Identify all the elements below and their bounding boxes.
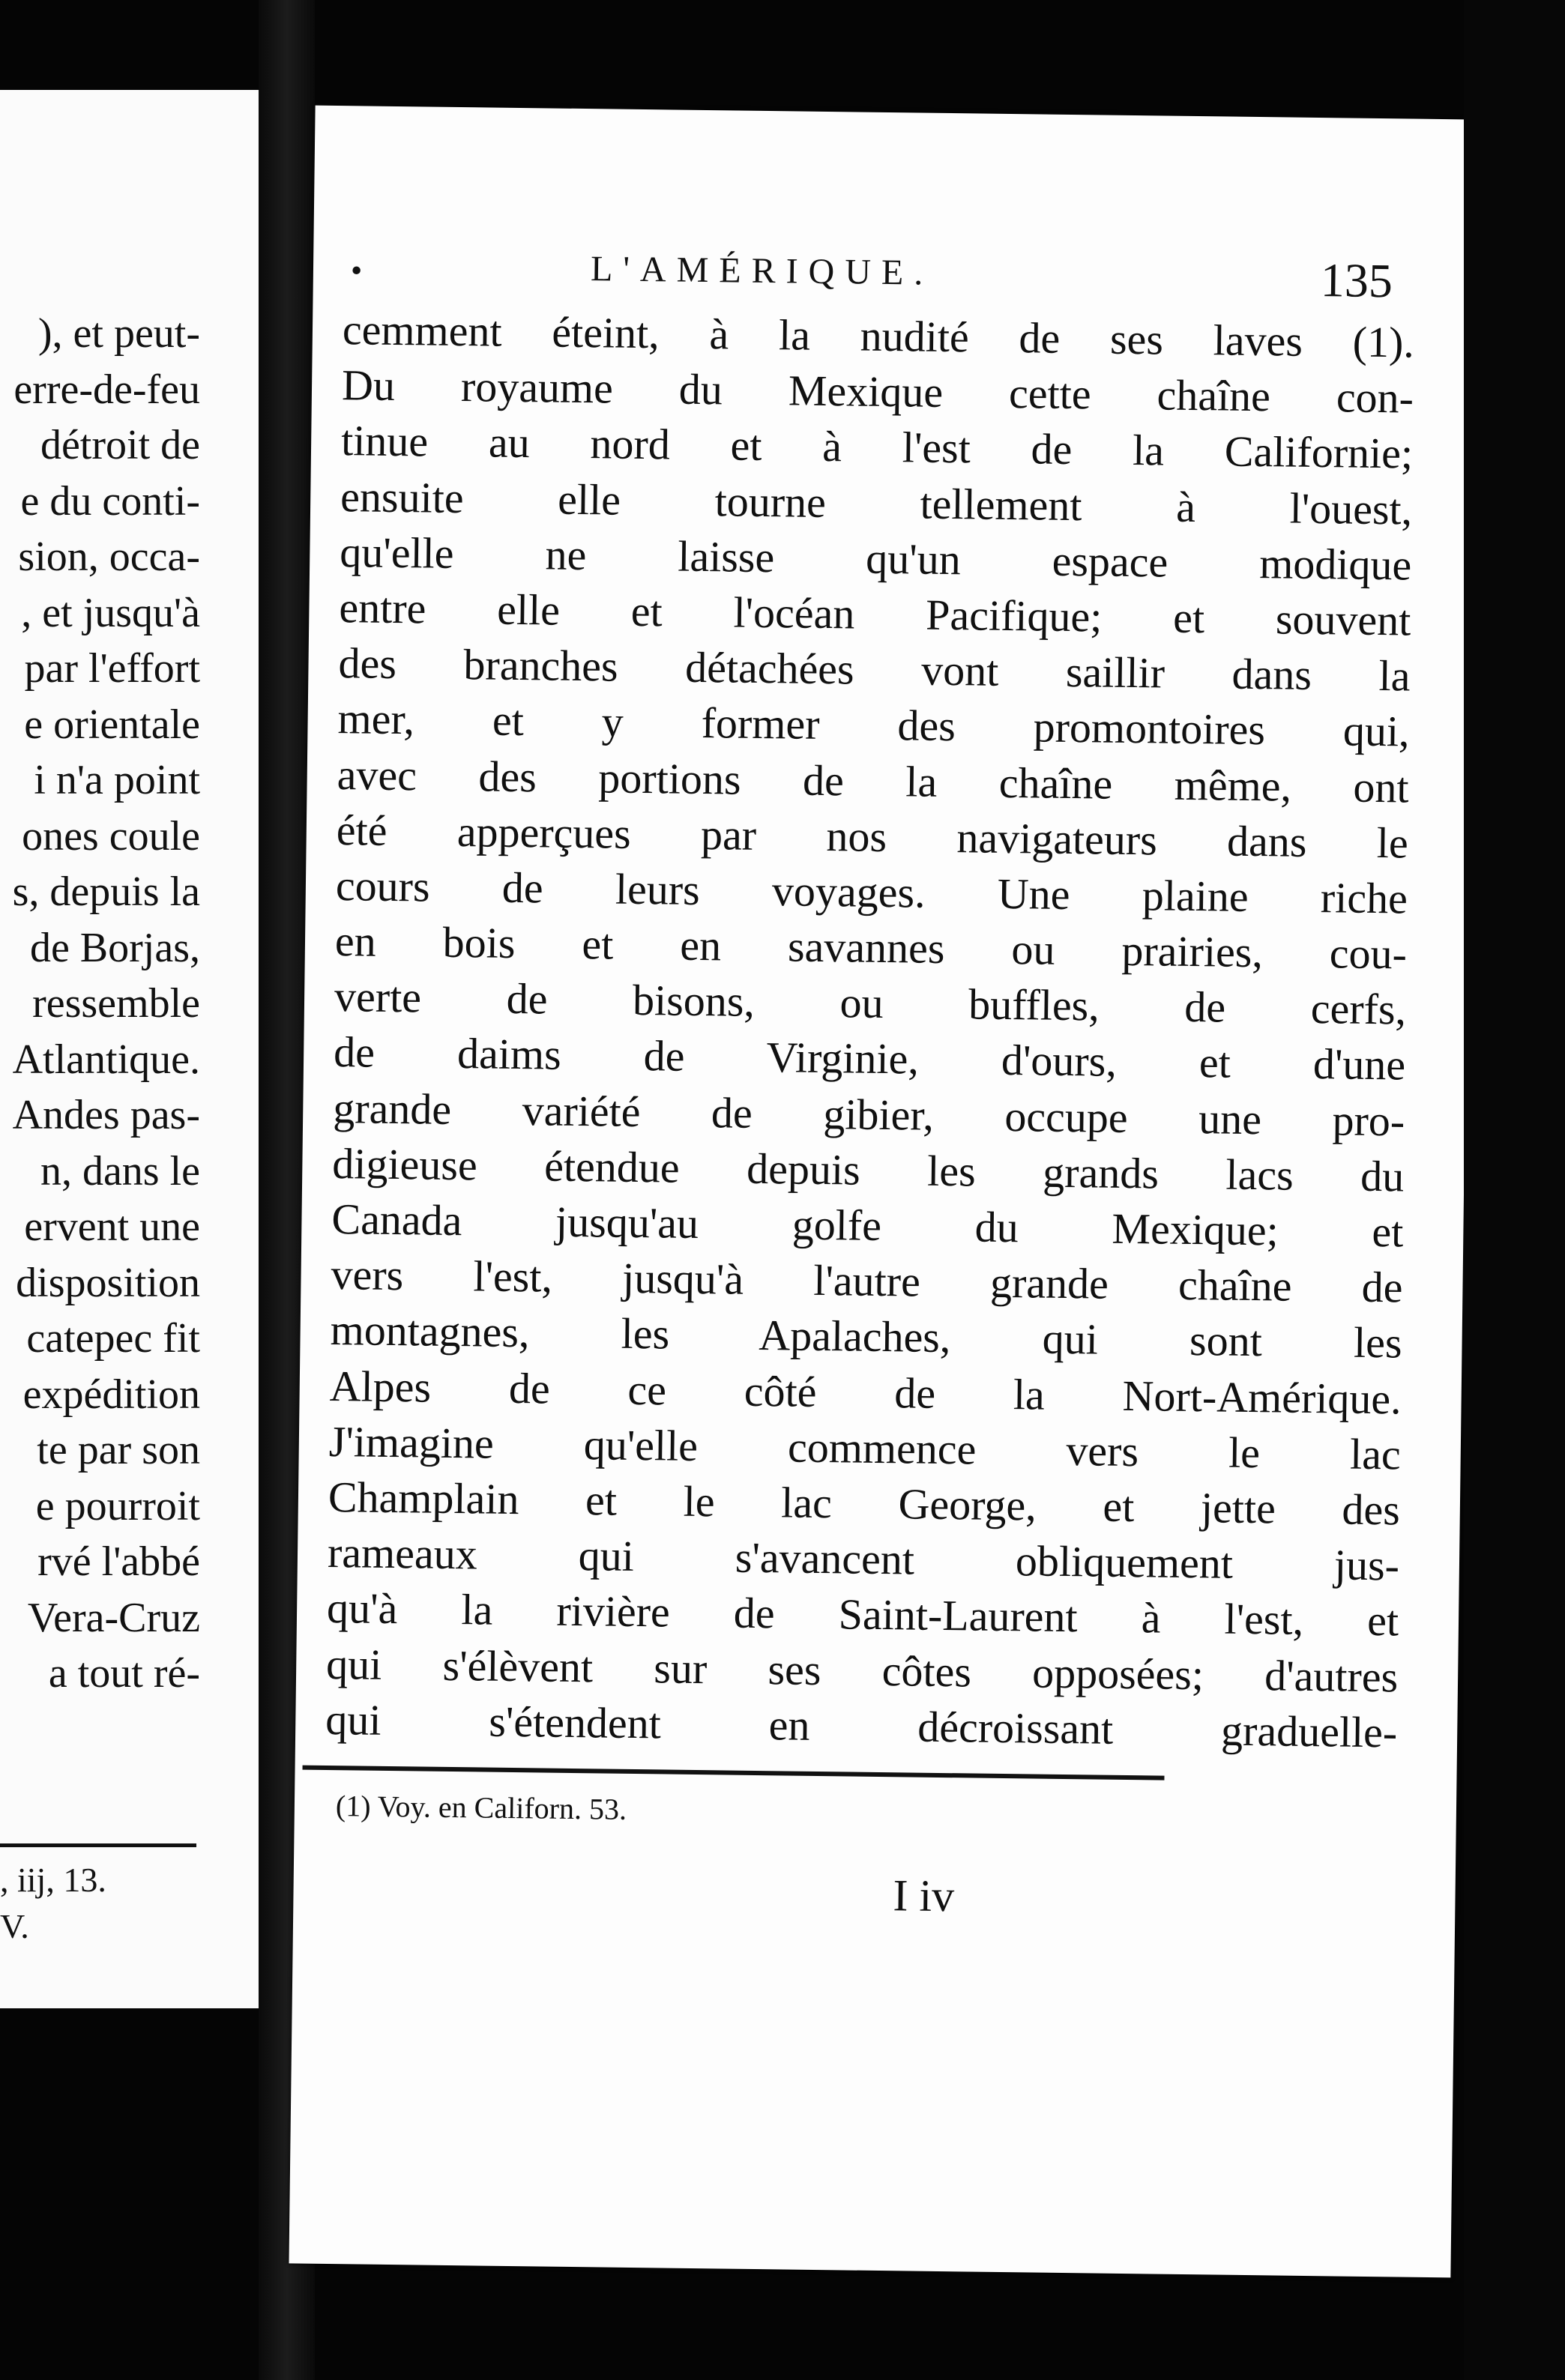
left-line: erre-de-feu [13, 366, 200, 413]
signature-mark: I iv [893, 1870, 955, 1921]
left-note: , iij, 13. [0, 1861, 106, 1899]
left-line: ones coule [22, 812, 200, 860]
left-footnotes [0, 1857, 106, 1950]
text-line: montagnes, les Apalaches, qui sont les [330, 1305, 1402, 1368]
text-line: grande variété de gibier, occupe une pro- [332, 1083, 1405, 1146]
left-note: V. [0, 1907, 29, 1945]
left-line: Vera-Cruz [27, 1594, 200, 1641]
text-line: Alpes de ce côté de la Nort-Amérique. [329, 1361, 1402, 1424]
text-line: entre elle et l'océan Pacifique; et souvent [339, 583, 1411, 645]
running-title: L'AMÉRIQUE. [590, 249, 934, 293]
text-line: mer, et y former des promontoires qui, [337, 694, 1410, 756]
left-line: i n'a point [34, 757, 200, 803]
body-text [325, 302, 1414, 1760]
left-line: par l'effort [24, 645, 200, 692]
text-line: de daims de Virginie, d'ours, et d'une [333, 1027, 1406, 1090]
text-line: digieuse étendue depuis les grands lacs du [332, 1138, 1405, 1201]
left-line: ), et peut- [37, 310, 200, 357]
left-line: Andes pas- [12, 1092, 200, 1138]
page-number: 135 [1320, 253, 1393, 308]
left-line: ressemble [32, 980, 200, 1027]
text-line: avec des portions de la chaîne même, ont [337, 749, 1410, 812]
left-line: de Borjas, [29, 924, 200, 971]
right-page [289, 106, 1477, 2278]
right-background-edge [1464, 0, 1565, 2380]
text-line: en bois et en savannes ou prairies, cou- [334, 916, 1408, 979]
text-line: cemment éteint, à la nudité de ses laves (1). [342, 305, 1415, 367]
left-line: Atlantique. [12, 1036, 200, 1083]
left-line: e orientale [24, 701, 200, 748]
text-line: qui s'élèvent sur ses côtes opposées; d'autres [325, 1639, 1399, 1701]
left-line: expédition [22, 1371, 200, 1418]
left-footnote-rule [0, 1843, 196, 1847]
left-line: e du conti- [20, 477, 200, 525]
left-line: détroit de [40, 422, 200, 468]
left-line: a tout ré- [48, 1650, 200, 1697]
left-line: ervent une [24, 1203, 200, 1250]
footnote-rule [303, 1766, 1165, 1781]
header-bullet: • [350, 252, 363, 289]
text-line: des branches détachées vont saillir dans la [338, 638, 1411, 701]
left-line: e pourroit [35, 1482, 200, 1529]
text-line: qu'à la rivière de Saint-Laurent à l'est, et [326, 1583, 1399, 1646]
left-page-text [13, 306, 200, 1702]
left-page [0, 90, 259, 2008]
text-line: été apperçues par nos navigateurs dans le [336, 805, 1409, 868]
left-line: disposition [16, 1259, 200, 1306]
text-line: Canada jusqu'au golfe du Mexique; et [331, 1194, 1404, 1257]
text-line: cours de leurs voyages. Une plaine riche [335, 860, 1408, 923]
text-line: J'imagine qu'elle commence vers le lac [328, 1416, 1402, 1479]
left-line: catepec fit [26, 1315, 200, 1362]
left-line: te par son [37, 1427, 200, 1473]
text-line: Champlain et le lac George, et jette des [328, 1472, 1401, 1535]
text-line: qu'elle ne laisse qu'un espace modique [339, 527, 1412, 590]
text-line: rameaux qui s'avancent obliquement jus- [327, 1528, 1400, 1590]
text-line: Du royaume du Mexique cette chaîne con- [341, 360, 1414, 423]
left-line: sion, occa- [18, 534, 200, 580]
left-line: rvé l'abbé [37, 1538, 200, 1585]
text-line: ensuite elle tourne tellement à l'ouest, [340, 471, 1413, 534]
text-line: vers l'est, jusqu'à l'autre grande chaîne de [331, 1250, 1403, 1312]
left-line: s, depuis la [12, 869, 200, 915]
text-line: qui s'étendent en décroissant graduelle- [325, 1694, 1398, 1757]
left-line: n, dans le [40, 1147, 200, 1194]
text-line: tinue au nord et à l'est de la Californie; [340, 416, 1414, 478]
running-header [351, 245, 1416, 310]
left-line: , et jusqu'à [21, 589, 200, 636]
footnote: (1) Voy. en Californ. 53. [335, 1789, 627, 1826]
text-line: verte de bisons, ou buffles, de cerfs, [334, 972, 1407, 1034]
